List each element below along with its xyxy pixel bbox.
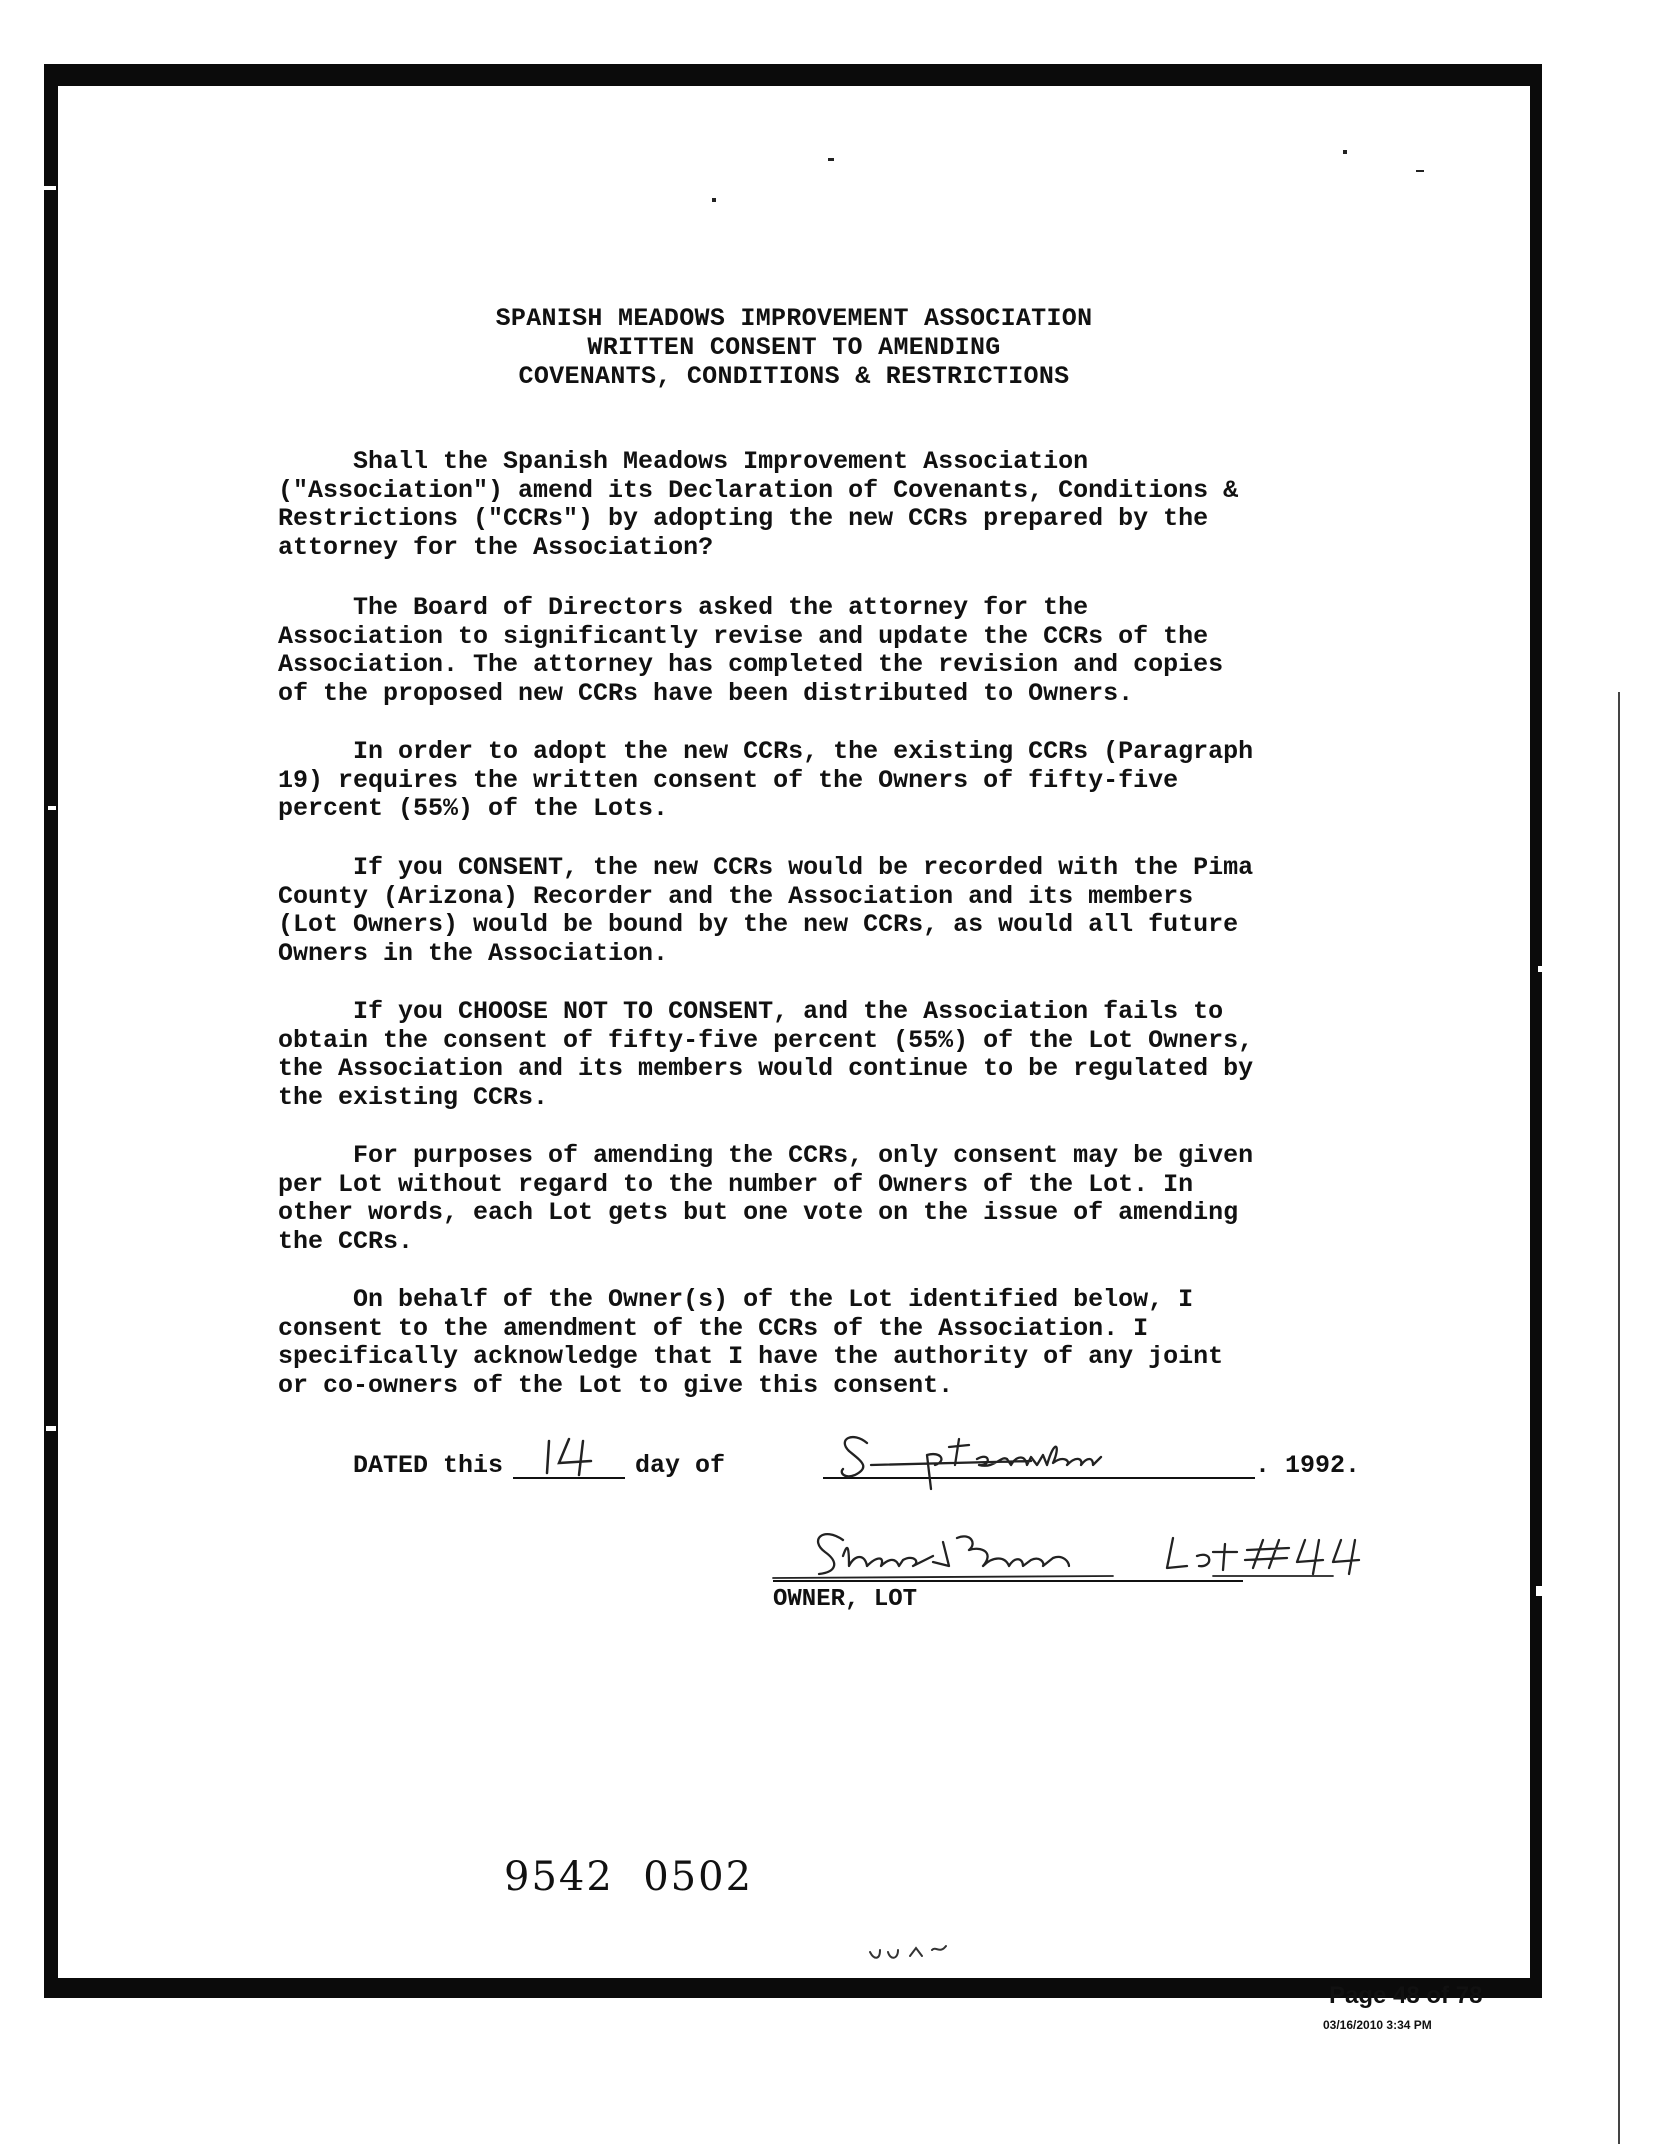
text-line: per Lot without regard to the number of Owners of the Lot. In — [278, 1169, 1194, 1199]
scan-border — [44, 64, 1542, 1998]
text-line: Association. The attorney has completed the revision and copies — [278, 650, 1224, 679]
paragraph-question — [278, 448, 1418, 562]
text-line: or co-owners of the Lot to give this consent. — [278, 1370, 954, 1400]
owner-signature-line — [773, 1580, 1243, 1582]
scan-speck — [48, 806, 56, 810]
scan-speck — [1538, 966, 1546, 972]
text-line: If you CONSENT, the new CCRs would be recorded with the Pima — [278, 853, 1254, 882]
text-line: other words, each Lot gets but one vote on the issue of amending — [278, 1198, 1239, 1227]
handwritten-month — [831, 1425, 1211, 1491]
day-blank — [513, 1477, 625, 1479]
edge-rule — [1618, 692, 1620, 2144]
dated-line — [353, 1433, 1453, 1493]
text-line: County (Arizona) Recorder and the Association and its members — [278, 881, 1194, 911]
scan-speck — [46, 1426, 56, 1431]
paragraph-on-behalf — [278, 1286, 1418, 1400]
text-line: The Board of Directors asked the attorney for the — [278, 593, 1089, 622]
text-line: Restrictions ("CCRs") by adopting the new CCRs prepared by the — [278, 504, 1209, 533]
paragraph-not-consent — [278, 998, 1418, 1112]
print-timestamp: 03/16/2010 3:34 PM — [1323, 2018, 1432, 2032]
handwritten-day — [539, 1433, 619, 1477]
text-line: Owners in the Association. — [278, 938, 669, 968]
text-line: On behalf of the Owner(s) of the Lot identified below, I — [278, 1285, 1194, 1314]
scan-speck — [712, 198, 716, 202]
heading-line: SPANISH MEADOWS IMPROVEMENT ASSOCIATION — [495, 304, 1093, 333]
text-line: the CCRs. — [278, 1226, 414, 1256]
page-number-text: Page 48 of 78 — [1329, 1982, 1483, 2009]
paragraph-consent — [278, 854, 1418, 968]
heading-line: WRITTEN CONSENT TO AMENDING — [587, 333, 1001, 362]
owner-lot-label: OWNER, LOT — [773, 1586, 918, 1613]
text-line: Association to significantly revise and update the CCRs of the — [278, 621, 1209, 651]
text-line: consent to the amendment of the CCRs of the Association. I — [278, 1313, 1149, 1343]
dated-middle: day of — [635, 1451, 726, 1480]
scan-speck — [1536, 1586, 1544, 1596]
document-heading — [58, 304, 1530, 391]
text-line: of the proposed new CCRs have been distributed to Owners. — [278, 678, 1134, 708]
paragraph-adoption — [278, 738, 1418, 824]
paragraph-purposes — [278, 1142, 1418, 1256]
text-line: attorney for the Association? — [278, 532, 714, 562]
text-line: Shall the Spanish Meadows Improvement Association — [278, 447, 1089, 476]
dated-prefix: DATED this — [353, 1451, 504, 1480]
recording-number: 9542 0502 — [504, 1854, 754, 1900]
paragraph-board — [278, 594, 1418, 708]
text-line: the Association and its members would continue to be regulated by — [278, 1054, 1254, 1083]
scan-speck — [828, 158, 834, 161]
text-line: percent (55%) of the Lots. — [278, 794, 669, 823]
heading-line: COVENANTS, CONDITIONS & RESTRICTIONS — [518, 362, 1070, 391]
text-line: If you CHOOSE NOT TO CONSENT, and the Association fails to — [278, 997, 1224, 1026]
scan-speck — [1343, 150, 1347, 154]
page-number — [1305, 1982, 1545, 2009]
text-line: obtain the consent of fifty-five percent (55%) of the Lot Owners, — [278, 1025, 1254, 1055]
faint-stamp-mark — [866, 1940, 956, 1966]
scan-speck — [1416, 170, 1424, 172]
text-line: 19) requires the written consent of the Owners of fifty-five — [278, 765, 1179, 795]
dated-year: . 1992. — [1255, 1451, 1361, 1480]
document-page — [58, 86, 1530, 1978]
scan-speck — [44, 186, 56, 190]
text-line: In order to adopt the new CCRs, the existing CCRs (Paragraph — [278, 737, 1254, 766]
text-line: specifically acknowledge that I have the authority of any joint — [278, 1342, 1224, 1371]
text-line: For purposes of amending the CCRs, only consent may be given — [278, 1141, 1254, 1170]
text-line: (Lot Owners) would be bound by the new CCRs, as would all future — [278, 910, 1239, 939]
text-line: ("Association") amend its Declaration of Covenants, Conditions & — [278, 475, 1239, 505]
text-line: the existing CCRs. — [278, 1082, 549, 1112]
